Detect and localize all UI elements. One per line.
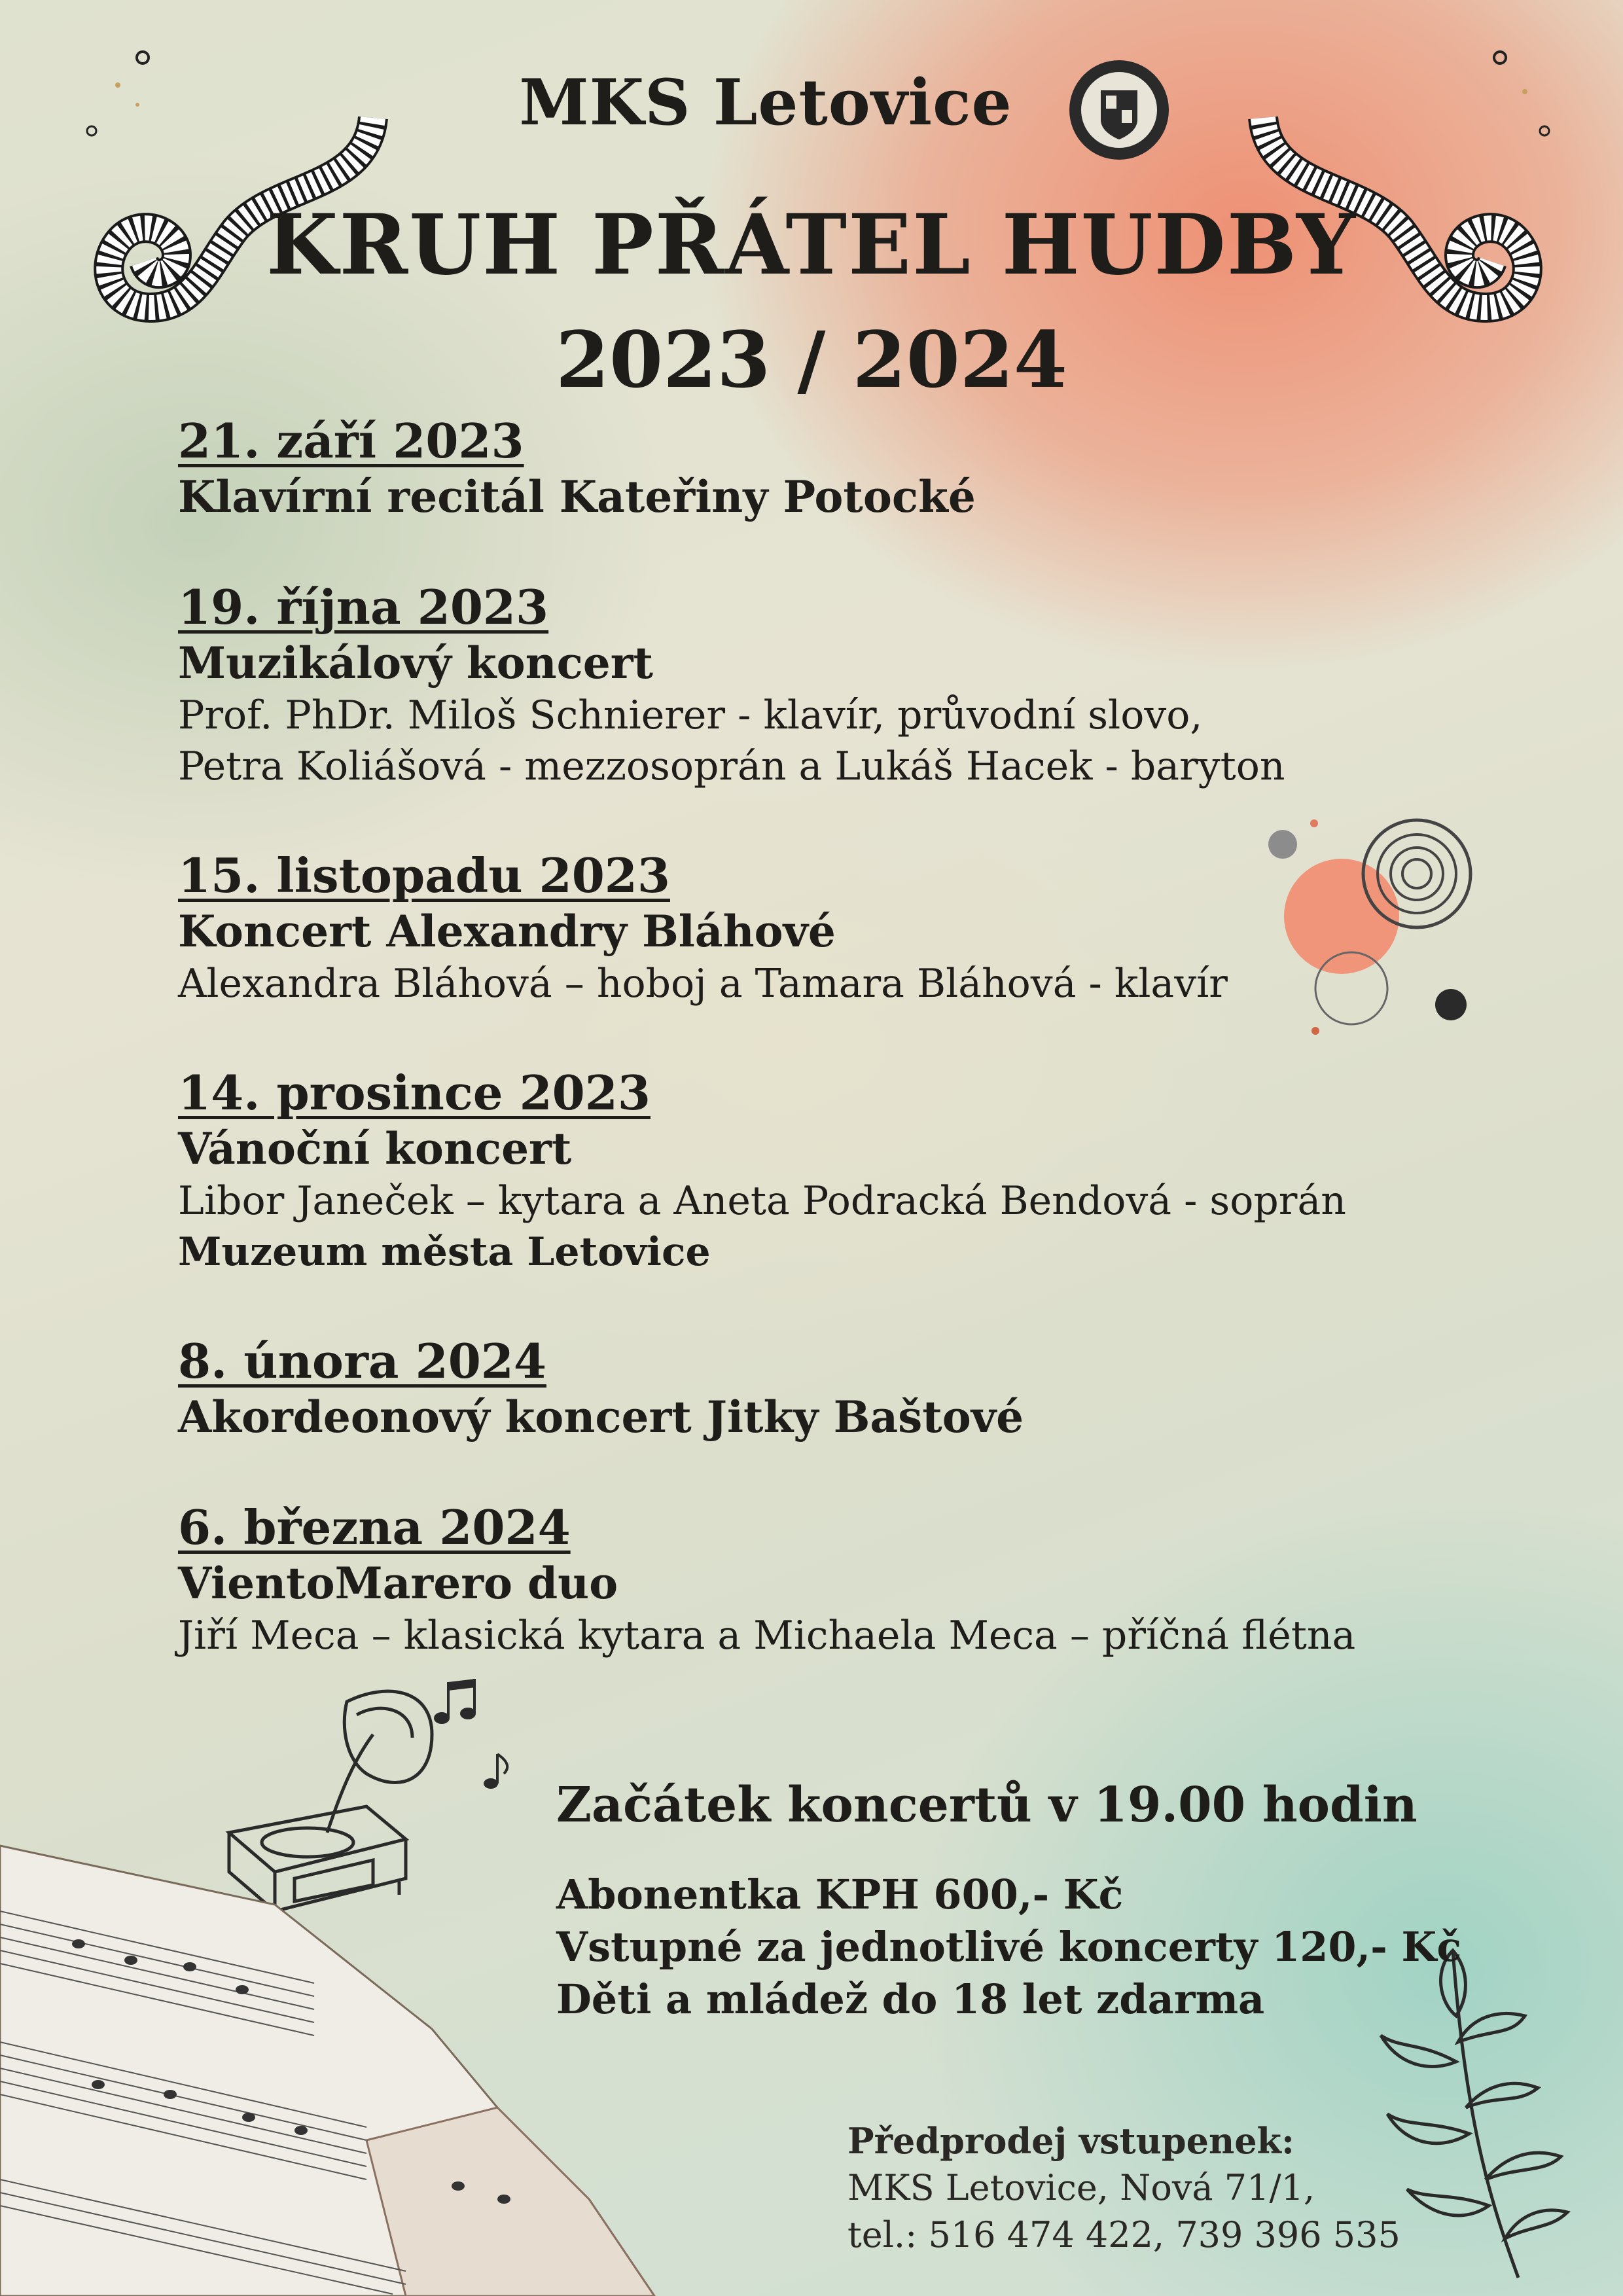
page-title: KRUH PŘÁTEL HUDBY [266,196,1357,293]
event-title: Koncert Alexandry Bláhové [178,906,836,957]
start-time: Začátek koncertů v 19.00 hodin [556,1777,1418,1833]
season-ticket-price: Abonentka KPH 600,- Kč [556,1871,1124,1918]
event-performers: Alexandra Bláhová – hoboj a Tamara Bláhová - klavír [178,961,1228,1007]
event-date: 14. prosince 2023 [178,1065,651,1121]
presale-info [847,2117,1400,2259]
event-item [178,412,1421,524]
event-item [178,1333,1421,1444]
event-title: Muzikálový koncert [178,637,654,689]
event-date: 21. září 2023 [178,413,524,469]
children-admission: Děti a mládež do 18 let zdarma [556,1975,1265,2023]
season-label: 2023 / 2024 [555,314,1068,405]
decorative-circles-icon [1257,805,1479,1054]
single-ticket-price: Vstupné za jednotlivé koncerty 120,- Kč [556,1923,1462,1971]
event-performers: Jiří Meca – klasická kytara a Michaela Meca – příčná flétna [178,1613,1356,1659]
presale-address: MKS Letovice, Nová 71/1, [847,2167,1315,2208]
event-date: 8. února 2024 [178,1333,546,1389]
event-performers: Petra Koliášová - mezzosoprán a Lukáš Hacek - baryton [178,744,1285,789]
event-list [178,412,1421,1716]
event-item [178,1499,1421,1661]
municipal-seal-icon [1067,58,1171,162]
event-date: 19. října 2023 [178,579,549,635]
event-performers: Prof. PhDr. Miloš Schnierer - klavír, průvodní slovo, [178,692,1203,738]
presale-title: Předprodej vstupenek: [847,2120,1294,2162]
presale-phone: tel.: 516 474 422, 739 396 535 [847,2214,1400,2255]
event-performers: Libor Janeček – kytara a Aneta Podracká Bendová - soprán [178,1178,1346,1224]
ticket-prices [556,1869,1461,2026]
event-item [178,1064,1421,1278]
brand-text: MKS Letovice [519,65,1012,139]
event-title: Klavírní recitál Kateřiny Potocké [178,471,976,522]
event-item [178,579,1421,792]
event-title: VientoMarero duo [178,1558,618,1609]
event-item [178,847,1421,1009]
brand-heading [0,65,1623,139]
event-title: Akordeonový koncert Jitky Baštové [178,1391,1024,1443]
event-title: Vánoční koncert [178,1123,572,1174]
event-date: 6. března 2024 [178,1499,571,1555]
event-date: 15. listopadu 2023 [178,848,670,903]
event-venue: Muzeum města Letovice [178,1229,711,1275]
